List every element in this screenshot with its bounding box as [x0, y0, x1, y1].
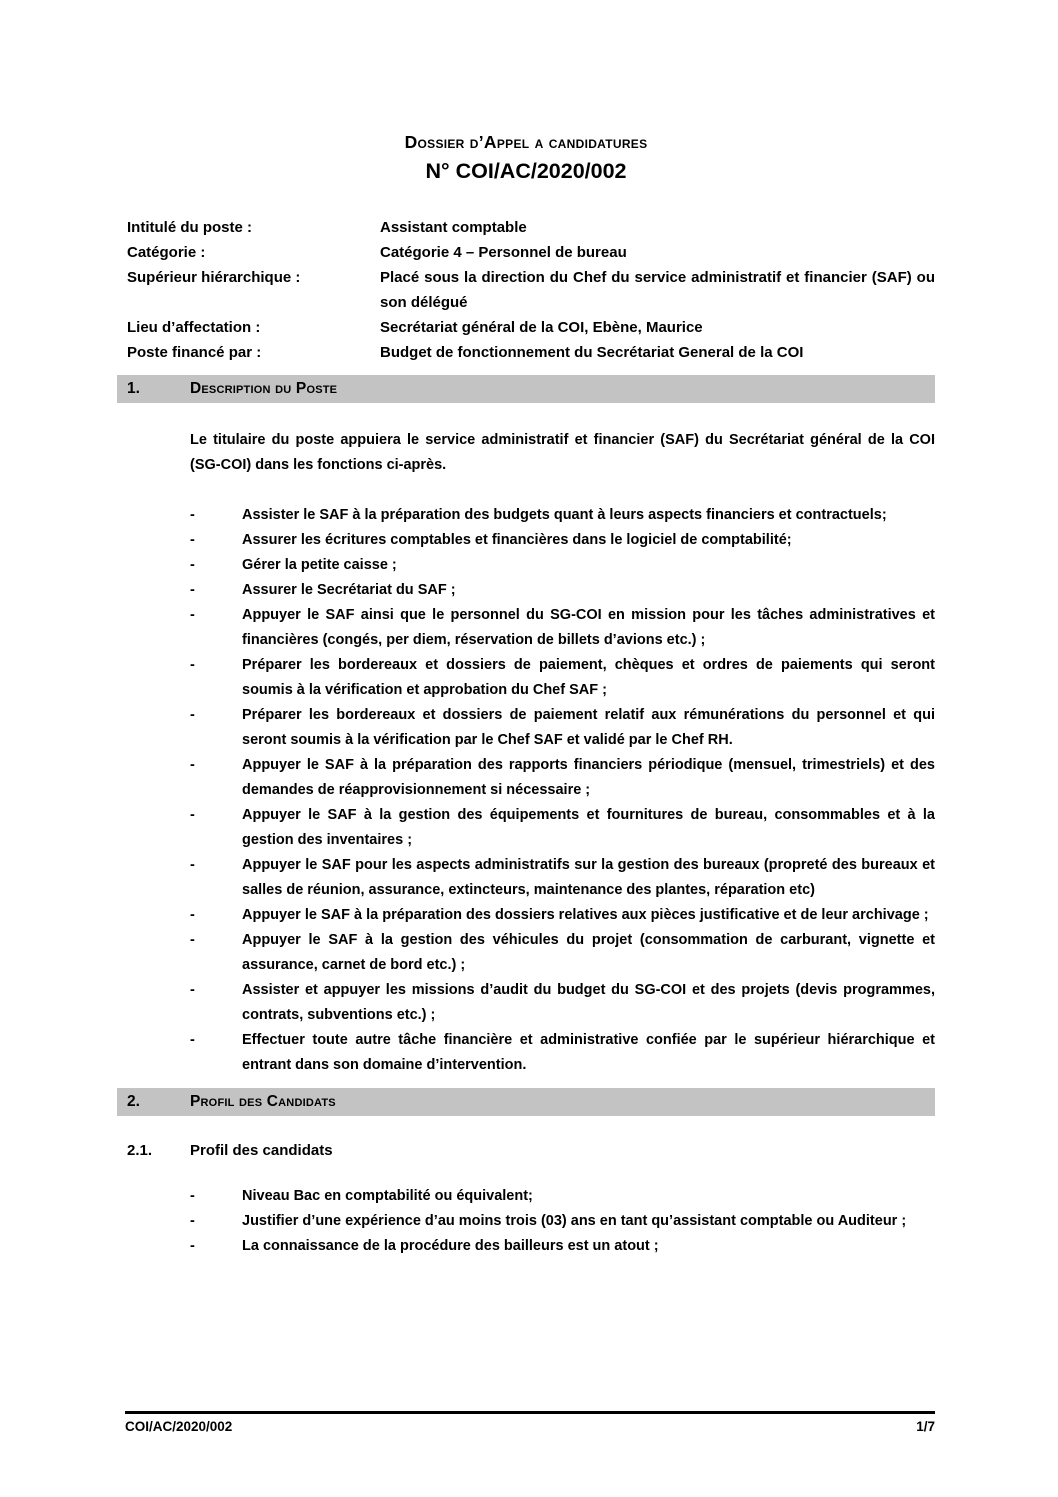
bullet-text: Effectuer toute autre tâche financière et administrative confiée par le supérieur hiérarchique et entrant dans son domaine d’intervention. — [242, 1032, 935, 1073]
field-value: Assistant comptable — [380, 219, 527, 236]
bullet-text: Appuyer le SAF ainsi que le personnel du SG-COI en mission pour les tâches administratives et financières (congés, per diem, réservation de billets d’avions etc.) ; — [242, 607, 935, 648]
bullet-text: Niveau Bac en comptabilité ou équivalent; — [242, 1188, 533, 1204]
field-label: Intitulé du poste : — [127, 219, 252, 236]
section-1-heading: Description du Poste — [190, 380, 338, 397]
section-2-number: 2. — [127, 1093, 140, 1110]
list-item — [190, 653, 935, 703]
bullet-marker: - — [190, 532, 195, 548]
list-item — [190, 528, 935, 553]
bullet-marker: - — [190, 607, 195, 623]
section-1-number: 1. — [127, 380, 140, 397]
field-value: Budget de fonctionnement du Secrétariat General de la COI — [380, 344, 804, 361]
bullet-text: La connaissance de la procédure des bailleurs est un atout ; — [242, 1238, 659, 1254]
list-item — [190, 1184, 935, 1209]
bullet-text: Assister et appuyer les missions d’audit du budget du SG-COI et des projets (devis programmes, contrats, subventions etc.) ; — [242, 982, 935, 1023]
list-item — [190, 853, 935, 903]
bullet-marker: - — [190, 557, 195, 573]
bullet-marker: - — [190, 907, 195, 923]
bullet-marker: - — [190, 757, 195, 773]
bullet-marker: - — [190, 982, 195, 998]
bullet-text: Assurer le Secrétariat du SAF ; — [242, 582, 456, 598]
bullet-marker: - — [190, 657, 195, 673]
duties-list — [190, 503, 935, 1078]
field-row — [127, 315, 935, 340]
bullet-text: Assurer les écritures comptables et financières dans le logiciel de comptabilité; — [242, 532, 792, 548]
bullet-marker: - — [190, 807, 195, 823]
bullet-text: Gérer la petite caisse ; — [242, 557, 397, 573]
bullet-text: Assister le SAF à la préparation des budgets quant à leurs aspects financiers et contractuels; — [242, 507, 887, 523]
bullet-text: Appuyer le SAF à la préparation des dossiers relatives aux pièces justificative et de leur archivage ; — [242, 907, 929, 923]
bullet-text: Appuyer le SAF à la préparation des rapports financiers périodique (mensuel, trimestriels) et des demandes de réapprovisionnement si nécessaire ; — [242, 757, 935, 798]
bullet-marker: - — [190, 857, 195, 873]
list-item — [190, 928, 935, 978]
list-item — [190, 978, 935, 1028]
field-value: Catégorie 4 – Personnel de bureau — [380, 244, 627, 261]
summary-fields — [117, 215, 935, 365]
profile-requirements-list — [190, 1184, 935, 1259]
field-label: Lieu d’affectation : — [127, 319, 261, 336]
field-label: Catégorie : — [127, 244, 206, 261]
list-item — [190, 503, 935, 528]
bullet-marker: - — [190, 582, 195, 598]
section-1-header — [117, 375, 935, 403]
list-item — [190, 1209, 935, 1234]
field-row — [127, 265, 935, 315]
bullet-text: Justifier d’une expérience d’au moins trois (03) ans en tant qu’assistant comptable ou Auditeur ; — [242, 1213, 907, 1229]
subsection-2-1-number: 2.1. — [127, 1142, 153, 1159]
list-item — [190, 803, 935, 853]
section-2-header — [117, 1088, 935, 1116]
bullet-marker: - — [190, 932, 195, 948]
section-2-heading: Profil des Candidats — [190, 1093, 336, 1110]
field-value: Secrétariat général de la COI, Ebène, Maurice — [380, 319, 703, 336]
field-row — [127, 215, 935, 240]
field-row — [127, 340, 935, 365]
subsection-2-1-heading: Profil des candidats — [190, 1142, 333, 1159]
field-value: Placé sous la direction du Chef du service administratif et financier (SAF) ou son délégué — [380, 269, 935, 311]
bullet-text: Appuyer le SAF à la gestion des équipements et fournitures de bureau, consommables et à la gestion des inventaires ; — [242, 807, 935, 848]
list-item — [190, 1028, 935, 1078]
document-reference: N° COI/AC/2020/002 — [425, 159, 627, 183]
bullet-marker: - — [190, 507, 195, 523]
bullet-marker: - — [190, 707, 195, 723]
field-label: Poste financé par : — [127, 344, 262, 361]
list-item — [190, 753, 935, 803]
document-title: Dossier d’Appel a candidatures — [404, 132, 648, 152]
field-row — [127, 240, 935, 265]
list-item — [190, 553, 935, 578]
subsection-2-1-header — [127, 1138, 935, 1163]
section-1-intro: Le titulaire du poste appuiera le service administratif et financier (SAF) du Secrétariat général de la COI (SG-COI) dans les fonctions ci-après. — [190, 432, 935, 473]
footer-reference: COI/AC/2020/002 — [125, 1419, 233, 1434]
bullet-text: Appuyer le SAF à la gestion des véhicules du projet (consommation de carburant, vignette et assurance, carnet de bord etc.) ; — [242, 932, 935, 973]
bullet-text: Préparer les bordereaux et dossiers de paiement, chèques et ordres de paiements qui seront soumis à la vérification et approbation du Chef SAF ; — [242, 657, 935, 698]
bullet-marker: - — [190, 1238, 195, 1254]
bullet-text: Appuyer le SAF pour les aspects administratifs sur la gestion des bureaux (propreté des bureaux et salles de réunion, assurance, extincteurs, maintenance des plantes, réparation etc) — [242, 857, 935, 898]
footer-page-number: 1/7 — [916, 1419, 935, 1434]
list-item — [190, 1234, 935, 1259]
bullet-marker: - — [190, 1213, 195, 1229]
bullet-marker: - — [190, 1188, 195, 1204]
list-item — [190, 603, 935, 653]
list-item — [190, 703, 935, 753]
page-footer — [125, 1411, 935, 1436]
list-item — [190, 578, 935, 603]
list-item — [190, 903, 935, 928]
field-label: Supérieur hiérarchique : — [127, 269, 301, 286]
bullet-marker: - — [190, 1032, 195, 1048]
document-header — [117, 130, 935, 187]
bullet-text: Préparer les bordereaux et dossiers de paiement relatif aux rémunérations du personnel et qui seront soumis à la vérification par le Chef SAF et validé par le Chef RH. — [242, 707, 935, 748]
